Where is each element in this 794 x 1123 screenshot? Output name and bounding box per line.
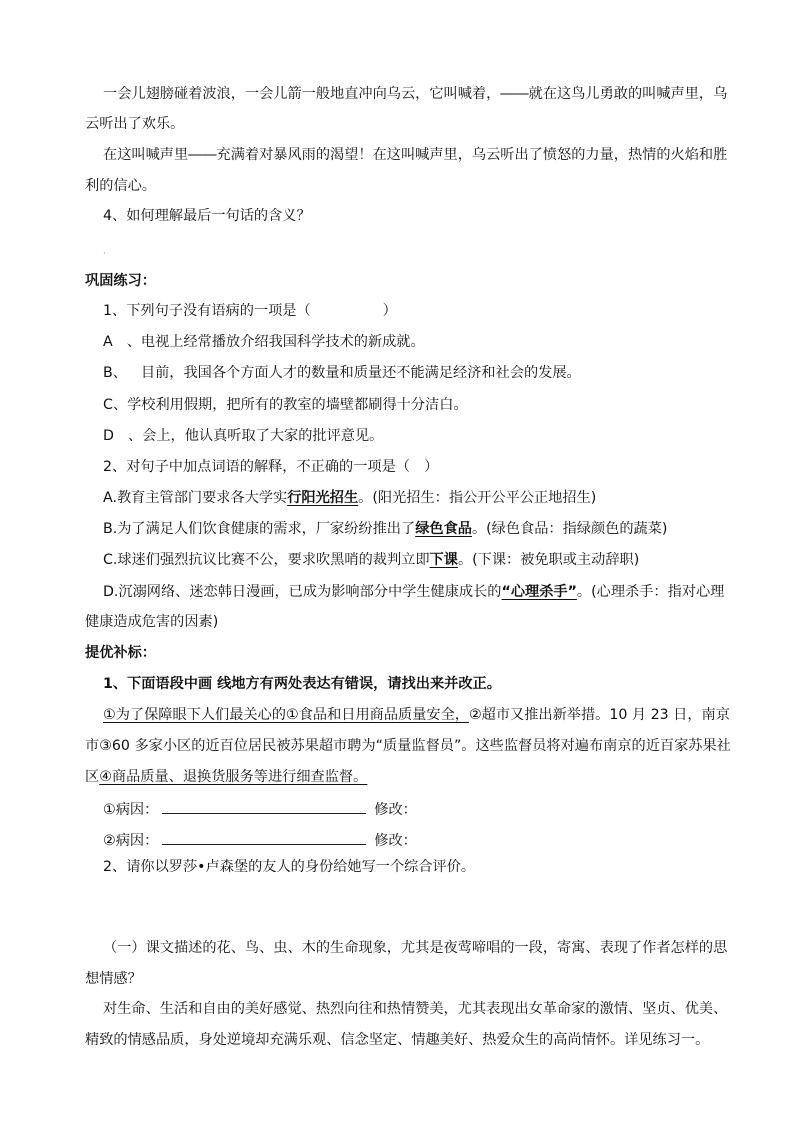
q2-option-b-term: 绿色食品 [415,521,472,537]
q2-option-c-term: 下课 [429,552,458,568]
answer-line-2: 精致的情感品质，身处逆境却充满乐观、信念坚定、情趣美好、热爱众生的高尚情怀。详见练习一。 [85,1032,710,1048]
t1-passage-line-3-before: 区 [85,769,100,785]
q2-option-b [103,519,667,539]
t1-underlined-part-1: ①为了保障眼下人们最关心的①食品和日用商品质量安全， [103,707,469,723]
q1-option-c: C、学校利用假期，把所有的教室的墙壁都刷得十分洁白。 [103,397,468,413]
section-heading-consolidate: 巩固练习： [85,273,156,289]
q2-option-c-before: C.球迷们强烈抗议比赛不公，要求吹黑哨的裁判立即 [103,552,430,568]
q2-option-d-term: “心理杀手” [501,584,577,600]
paragraph-2-line-1: 在这叫喊声里――充满着对暴风雨的渴望！在这叫喊声里，乌云听出了愤怒的力量，热情的火焰和胜 [103,147,728,163]
q2-option-d-after: 。(心理杀手：指对心理 [576,584,725,600]
t1-passage-line-1 [103,705,730,725]
answer-line-1: 对生命、生活和自由的美好感觉、热烈向往和热情赞美，尤其表现出女革命家的激情、坚贞、优美、 [103,1001,728,1017]
paragraph-2-line-2: 利的信心。 [85,178,156,194]
q1-stem-after: ） [382,303,397,319]
q2-option-d-line-2: 健康造成危害的因素) [85,614,219,630]
t1-underlined-part-2: ④商品质量、退换货服务等进行细查监督。 [99,769,368,785]
q1-option-d [103,426,383,446]
q1-option-b [103,363,581,383]
q2-option-a [103,488,596,508]
t1-stem: 1、下面语段中画 线地方有两处表达有错误，请找出来并改正。 [103,676,501,692]
q2-option-a-before: A.教育主管部门要求各大学实 [103,490,288,506]
t1-cause-blank-1[interactable] [162,799,366,814]
paragraph-1-line-2: 云听出了欢乐。 [85,116,185,132]
t2-question: 2、请你以罗莎•卢森堡的友人的身份给她写一个综合评价。 [103,859,476,875]
q1-option-d-label: D [103,428,114,444]
q2-option-a-term: 行阳光招生 [287,490,359,506]
t1-fix-label-2: 修改： [374,833,417,849]
q1-option-a [103,332,425,352]
q2-option-a-after: 。(阳光招生：指公开公平公正地招生) [358,490,597,506]
question-4: 4、如何理解最后一句话的含义？ [103,208,311,224]
t1-passage-line-1-rest: ②超市又推出新举措。10 月 23 日，南京 [468,707,730,723]
t1-fix-label-1: 修改： [374,802,417,818]
q1-option-b-text: 目前，我国各个方面人才的数量和质量还不能满足经济和社会的发展。 [140,365,581,381]
q2-option-b-before: B.为了满足人们饮食健康的需求，厂家纷纷推出了 [103,521,416,537]
q1-option-a-text: 、电视上经常播放介绍我国科学技术的新成就。 [126,334,425,350]
t1-answer-row-1 [103,799,417,820]
q2-option-c [103,550,639,570]
t1-passage-line-3 [85,767,367,787]
paragraph-1-line-1: 一会儿翅膀碰着波浪，一会儿箭一般地直冲向乌云，它叫喊着，――就在这鸟儿勇敢的叫喊声里，乌 [103,86,728,102]
q1-option-b-label: B、 [103,365,127,381]
t1-cause-blank-2[interactable] [162,830,366,845]
section-heading-improve: 提优补标： [85,645,156,661]
q1-option-d-text: 、会上，他认真听取了大家的批评意见。 [127,428,384,444]
q2-option-b-after: 。(绿色食品：指绿颜色的蔬菜) [471,521,668,537]
t1-cause-label-2: ②病因： [103,833,159,849]
q2-option-c-after: 。(下课：被免职或主动辞职) [457,552,640,568]
t1-passage-line-2: 市③60 多家小区的近百位居民被苏果超市聘为“质量监督员”。这些监督员将对遍布南京的近百家苏果社 [85,738,731,754]
question-yi-line-2: 想情感？ [85,971,142,987]
q2-option-d-before: D.沉溺网络、迷恋韩日漫画，已成为影响部分中学生健康成长的 [103,584,502,600]
t1-answer-row-2 [103,830,417,851]
q2-option-d [103,582,724,602]
t1-cause-label-1: ①病因： [103,802,159,818]
q2-stem: 2、对句子中加点词语的解释，不正确的一项是（ ） [103,459,439,475]
stray-dot: · [103,249,106,258]
q1-option-a-label: A [103,334,113,350]
q1-stem-before: 1、下列句子没有语病的一项是（ [103,303,311,319]
q1-stem [103,301,397,321]
question-yi-line-1: （一）课文描述的花、鸟、虫、木的生命现象，尤其是夜莺啼唱的一段，寄寓、表现了作者怎样的思 [103,940,728,956]
